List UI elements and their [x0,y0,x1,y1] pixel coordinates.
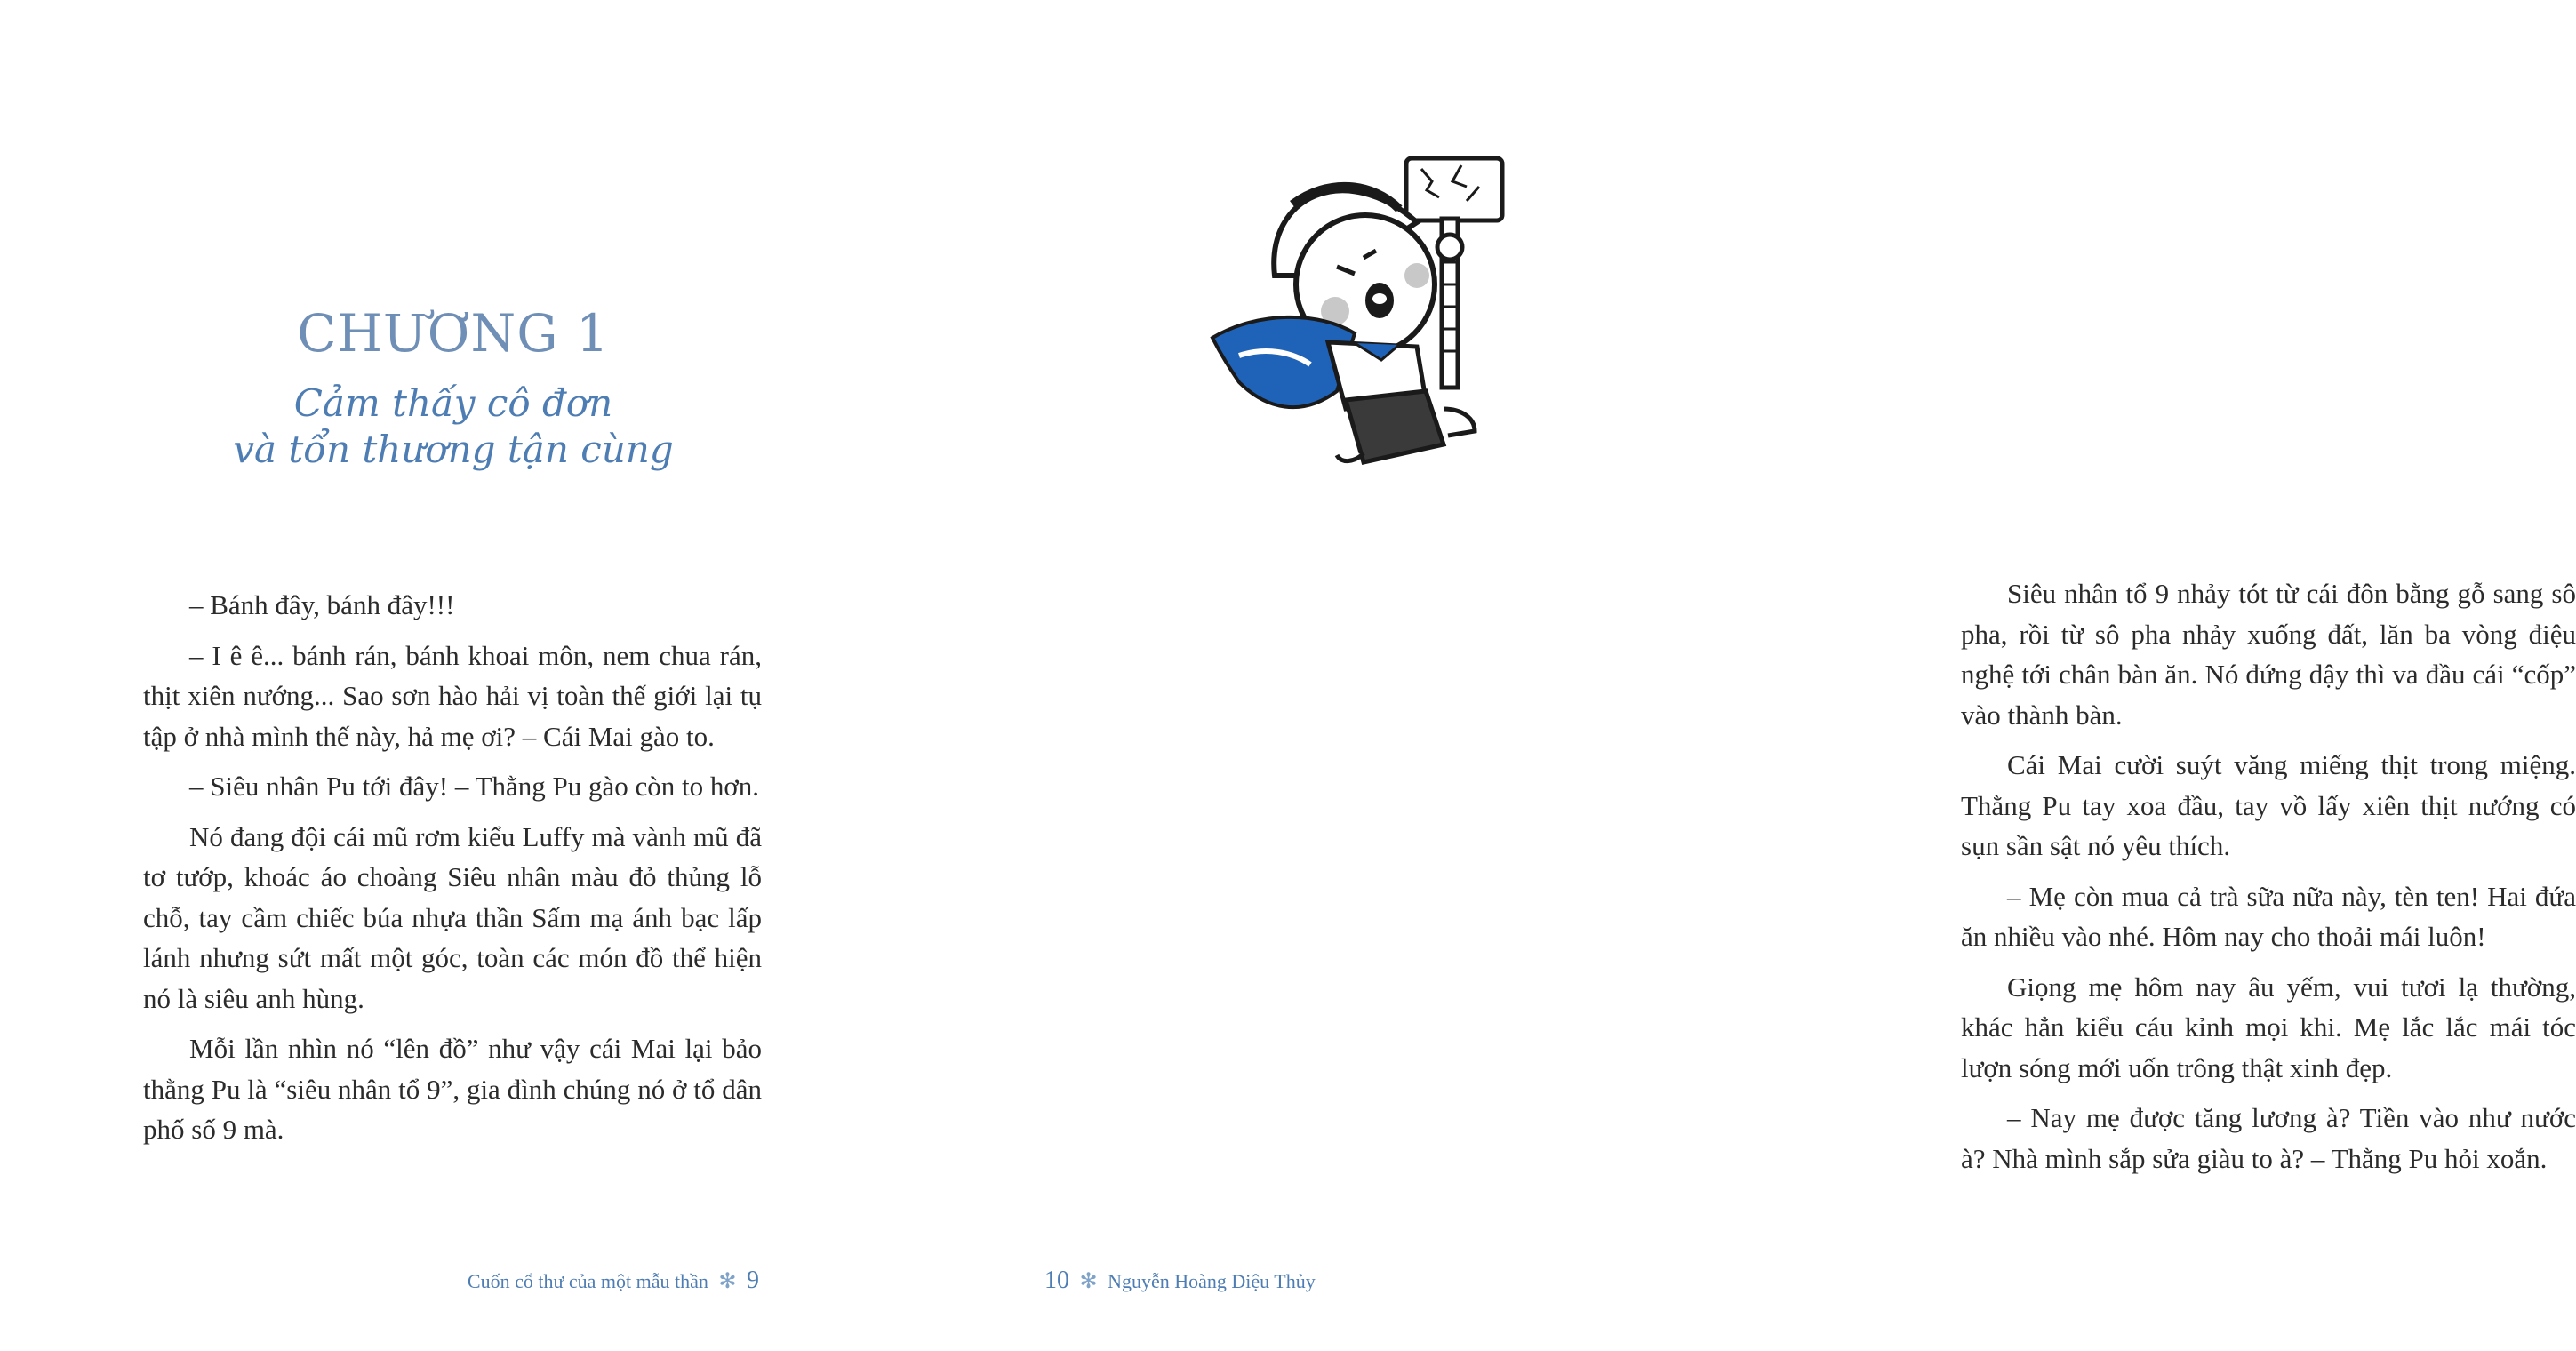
boy-superhero-hammer-icon [1159,142,1532,480]
right-body-text [1961,573,2576,1188]
paragraph: Mỗi lần nhìn nó “lên đồ” như vậy cái Mai lại bảo thằng Pu là “siêu nhân tổ 9”, gia đình chúng nó ở tổ dân phố số 9 mà. [143,1033,762,1145]
page-number: 10 [1044,1267,1069,1294]
paragraph: – I ê ê... bánh rán, bánh khoai môn, nem chua rán, thịt xiên nướng... Sao sơn hào hải vị toàn thế giới lại tụ tập ở nhà mình thế này, hả mẹ ơi? – Cái Mai gào to. [143,639,762,752]
page-number: 9 [747,1267,759,1294]
chapter-title-line-1: Cảm thấy cô đơn [293,381,613,425]
footer-book-title: Cuốn cổ thư của một mẫu thần [467,1270,708,1292]
paragraph: – Bánh đây, bánh đây!!! [189,589,455,620]
chapter-title-line-2: và tổn thương tận cùng [233,428,674,471]
chapter-title [142,380,764,473]
paragraph: – Nay mẹ được tăng lương à? Tiền vào như nước à? Nhà mình sắp sửa giàu to à? – Thằng Pu hỏi xoắn. [1961,1102,2576,1174]
footer-star-icon: ✻ [1079,1270,1098,1293]
left-footer [468,1267,759,1296]
left-page [0,0,910,1351]
chapter-number: CHƯƠNG 1 [297,303,610,364]
footer-star-icon: ✻ [718,1270,737,1293]
paragraph: Siêu nhân tổ 9 nhảy tót từ cái đôn bằng gỗ sang sô pha, rồi từ sô pha nhảy xuống đất, lăn ba vòng điệu nghệ tới chân bàn ăn. Nó đứng dậy thì va đầu cái “cốp” vào thành bàn. [1961,578,2576,731]
chapter-heading [142,302,764,473]
footer-author: Nguyễn Hoàng Diệu Thủy [1108,1270,1316,1292]
paragraph: Nó đang đội cái mũ rơm kiểu Luffy mà vành mũ đã tơ tướp, khoác áo choàng Siêu nhân màu đỏ thủng lỗ chỗ, tay cầm chiếc búa nhựa thần Sấm mạ ánh bạc lấp lánh nhưng sứt mất một góc, toàn các món đồ thể hiện nó là siêu anh hùng. [143,820,762,1014]
paragraph: – Mẹ còn mua cả trà sữa nữa này, tèn ten! Hai đứa ăn nhiều vào nhé. Hôm nay cho thoải mái luôn! [1961,880,2576,952]
paragraph: Cái Mai cười suýt văng miếng thịt trong miệng. Thằng Pu tay xoa đầu, tay vồ lấy xiên thịt nướng có sụn sần sật nó yêu thích. [1961,749,2576,861]
paragraph: Giọng mẹ hôm nay âu yếm, vui tươi lạ thường, khác hẳn kiểu cáu kỉnh mọi khi. Mẹ lắc lắc mái tóc lượn sóng mới uốn trông thật xinh đẹp. [1961,971,2576,1083]
right-page [910,0,2576,1351]
right-footer [1044,1267,1316,1296]
left-body-text [143,585,762,1160]
paragraph: – Siêu nhân Pu tới đây! – Thằng Pu gào còn to hơn. [189,771,759,802]
